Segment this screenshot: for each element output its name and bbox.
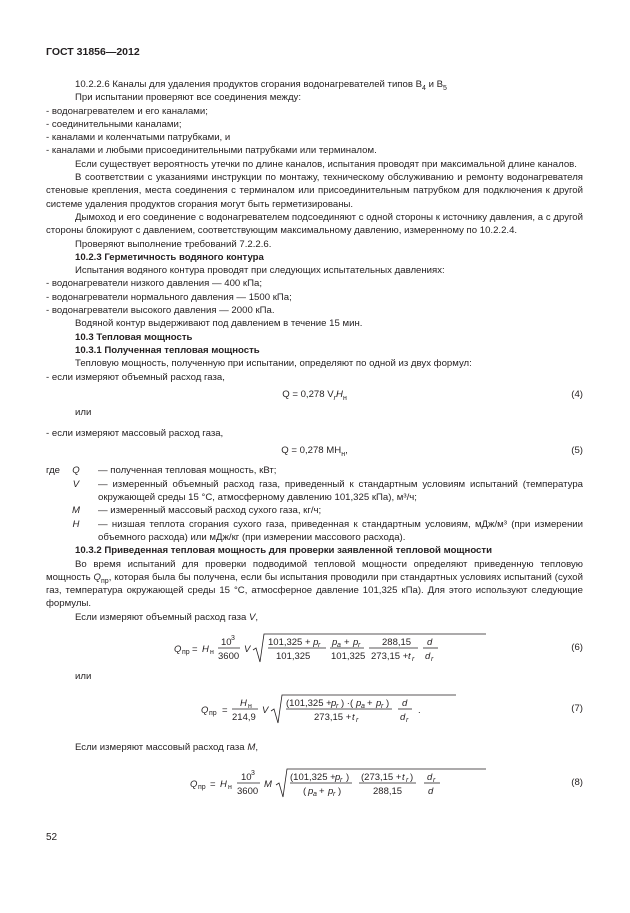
svg-text:) ·(: ) ·( (341, 698, 354, 710)
svg-text:пр: пр (198, 783, 206, 791)
svg-text:н: н (228, 783, 232, 791)
svg-text:+: + (367, 698, 373, 710)
svg-text:V: V (262, 705, 269, 717)
paragraph: Проверяют выполнение требований 7.2.2.6. (75, 238, 272, 250)
equation-7: Q пр = H н 214,9 V (101,325 + p r ) ·( p a + p r ) 273,15 + t r d d r . (7) (46, 687, 583, 731)
svg-text:r: r (333, 790, 336, 798)
svg-text:t: t (408, 650, 411, 662)
equation-8-formula (46, 761, 583, 805)
svg-text:H: H (202, 643, 209, 655)
svg-text:H: H (220, 778, 227, 790)
svg-text:3: 3 (251, 769, 255, 777)
list-item: - водонагреватели высокого давления — 2000 кПа. (46, 305, 275, 317)
svg-text:r: r (381, 703, 384, 711)
svg-text:d: d (402, 698, 408, 710)
svg-text:3600: 3600 (237, 785, 259, 797)
svg-text:(: ( (303, 785, 307, 797)
equation-5: Q = 0,278 $MH_н$, (5) (281, 445, 583, 459)
svg-text:t: t (352, 712, 355, 724)
svg-text:): ) (338, 785, 342, 797)
svg-text:): ) (386, 698, 390, 710)
svg-text:r: r (412, 655, 415, 663)
svg-text:r: r (340, 776, 343, 784)
svg-text:a: a (337, 641, 341, 649)
svg-text:): ) (410, 771, 414, 783)
section-heading: 10.3.1 Полученная тепловая мощность (75, 344, 260, 356)
svg-text:пр: пр (182, 648, 190, 656)
svg-text:.: . (418, 705, 421, 717)
svg-text:(101,325 +: (101,325 + (290, 771, 336, 783)
section-heading: 10.2.3 Герметичность водяного контура (75, 251, 264, 263)
definition-item: H — низшая теплота сгорания сухого газа, приведенная к стандартным условиям, мДж/м³ (при измерении объемного расхода) или мДж/кг (при измерении массового расхода). (72, 518, 583, 543)
equation-6-formula (46, 626, 583, 670)
list-item: - если измеряют объемный расход газа, (46, 371, 225, 383)
svg-text:t: t (402, 771, 405, 783)
svg-text:10: 10 (241, 771, 252, 783)
svg-text:p: p (308, 785, 314, 797)
list-item: - водонагреватели низкого давления — 400 кПа; (46, 278, 263, 290)
svg-text:p: p (328, 785, 334, 797)
svg-text:+: + (344, 636, 350, 648)
paragraph-10-2-2-6: 10.2.2.6 Каналы для удаления продуктов сгорания водонагревателей типов $В_4$ и $В_5$ (75, 79, 447, 92)
svg-text:пр: пр (209, 710, 217, 718)
paragraph: Испытания водяного контура проводят при следующих испытательных давлениях: (75, 265, 445, 277)
svg-text:101,325: 101,325 (276, 650, 311, 662)
svg-text:d: d (427, 636, 433, 648)
paragraph: Если существует вероятность утечки по длине каналов, испытания проводят при максимальной длине каналов. (75, 158, 577, 170)
svg-text:p: p (353, 636, 359, 648)
paragraph: Дымоход и его соединение с водонагревателем подсоединяют с одной стороны к источнику давления, а с другой стороны блокируют с давлением, соответствующим максимальному давлению, измеренному по 10.2.2.4. (46, 211, 583, 237)
list-item: - соединительными каналами; (46, 118, 182, 130)
svg-text:214,9: 214,9 (232, 712, 256, 724)
definition-item: где Q — полученная тепловая мощность, кВт; (46, 465, 277, 477)
svg-text:d: d (425, 650, 431, 662)
svg-text:d: d (428, 785, 434, 797)
document-code: ГОСТ 31856—2012 (46, 46, 140, 58)
svg-text:Q: Q (190, 778, 198, 790)
section-heading: 10.3 Тепловая мощность (75, 331, 193, 343)
paragraph: или (75, 406, 92, 418)
svg-text:101,325 + p: 101,325 + p (268, 636, 319, 648)
svg-text:r: r (358, 641, 361, 649)
svg-text:Q: Q (201, 705, 209, 717)
svg-text:288,15: 288,15 (373, 785, 403, 797)
paragraph: Во время испытаний для проверки подводимой тепловой мощности определяют приведенную тепловую мощность $Q_{пр}$, которая была бы получена, если бы испытания проводили при стандартных условиях испытаний (сухой газ, температура окружающей среды 15 °С, атмосферное давление 101,325 кПа). Для этого используют следующие формулы. (46, 558, 583, 610)
svg-text:10: 10 (221, 636, 232, 648)
svg-text:3600: 3600 (218, 650, 240, 662)
svg-text:=: = (192, 643, 198, 655)
svg-text:н: н (248, 703, 252, 711)
svg-text:=: = (222, 705, 228, 717)
section-heading: 10.3.2 Приведенная тепловая мощность для проверки заявленной тепловой мощности (75, 545, 492, 557)
svg-text:273,15 +: 273,15 + (371, 650, 409, 662)
definition-item: V — измеренный объемный расход газа, приведенный к стандартным условиям испытаний (температура окружающей среды 15 °С, атмосферному давлению 101,325 кПа), м³/ч; (72, 478, 583, 504)
svg-text:r: r (433, 776, 436, 784)
svg-text:r: r (406, 776, 409, 784)
definitions-list (46, 464, 583, 544)
paragraph: Если измеряют объемный расход газа V, (75, 611, 259, 623)
svg-text:(101,325 +: (101,325 + (286, 698, 332, 710)
page-number: 52 (46, 832, 58, 843)
paragraph: или (75, 670, 92, 682)
equation-4: Q = 0,278 $V_rH_н$ (4) (282, 388, 583, 402)
svg-text:p: p (331, 698, 337, 710)
svg-text:r: r (406, 717, 409, 725)
svg-text:d: d (400, 712, 406, 724)
svg-text:r: r (336, 703, 339, 711)
svg-text:p: p (332, 636, 338, 648)
svg-text:r: r (431, 655, 434, 663)
paragraph: Водяной контур выдерживают под давлением в течение 15 мин. (75, 318, 363, 330)
equation-7-formula (46, 687, 583, 731)
svg-text:н: н (210, 648, 214, 656)
svg-text:a: a (313, 790, 317, 798)
svg-text:=: = (210, 778, 216, 790)
svg-text:Q: Q (174, 643, 182, 655)
svg-text:288,15: 288,15 (382, 636, 412, 648)
svg-text:+: + (319, 785, 325, 797)
svg-text:a: a (361, 703, 365, 711)
svg-text:273,15 +: 273,15 + (314, 712, 352, 724)
svg-text:(273,15 +: (273,15 + (361, 771, 402, 783)
svg-text:): ) (346, 771, 350, 783)
svg-text:r: r (318, 641, 321, 649)
svg-text:d: d (427, 771, 433, 783)
list-item: - если измеряют массовый расход газа, (46, 428, 224, 440)
paragraph: Если измеряют массовый расход газа M, (75, 742, 258, 754)
paragraph: В соответствии с указаниями инструкции по монтажу, техническому обслуживанию и ремонту водонагревателя стеновые крепления, места соединения с терминалом или присоединительным патрубком для подключения к другой системе удаления продуктов сгорания могут быть герметизированы. (46, 172, 583, 210)
paragraph: Тепловую мощность, полученную при испытании, определяют по одной из двух формул: (75, 358, 472, 370)
svg-text:p: p (335, 771, 341, 783)
svg-text:p: p (356, 698, 362, 710)
svg-text:p: p (376, 698, 382, 710)
svg-text:101,325: 101,325 (331, 650, 366, 662)
equation-6: Q пр = H н 10 3 3600 V 101,325 + p r 101,325 p a + p r 101,325 288,15 273,15 + t r d d r (6) (46, 626, 583, 670)
svg-text:M: M (264, 778, 272, 790)
equation-8: Q пр = H н 10 3 3600 M (101,325 + p r ) ( p a + p r ) (273,15 + t r ) 288,15 d r d (8) (46, 761, 583, 805)
svg-text:V: V (244, 643, 251, 655)
paragraph: При испытании проверяют все соединения между: (75, 92, 302, 104)
svg-text:3: 3 (231, 634, 235, 642)
list-item: - каналами и любыми присоединительными патрубками или терминалом. (46, 145, 377, 157)
svg-text:r: r (356, 717, 359, 725)
list-item: - водонагреватели нормального давления — 1500 кПа; (46, 291, 292, 303)
list-item: - водонагревателем и его каналами; (46, 105, 208, 117)
svg-text:H: H (240, 698, 247, 710)
list-item: - каналами и коленчатыми патрубками, и (46, 132, 231, 144)
definition-item: M — измеренный массовый расход сухого газа, кг/ч; (72, 505, 322, 517)
page-content (46, 78, 583, 805)
